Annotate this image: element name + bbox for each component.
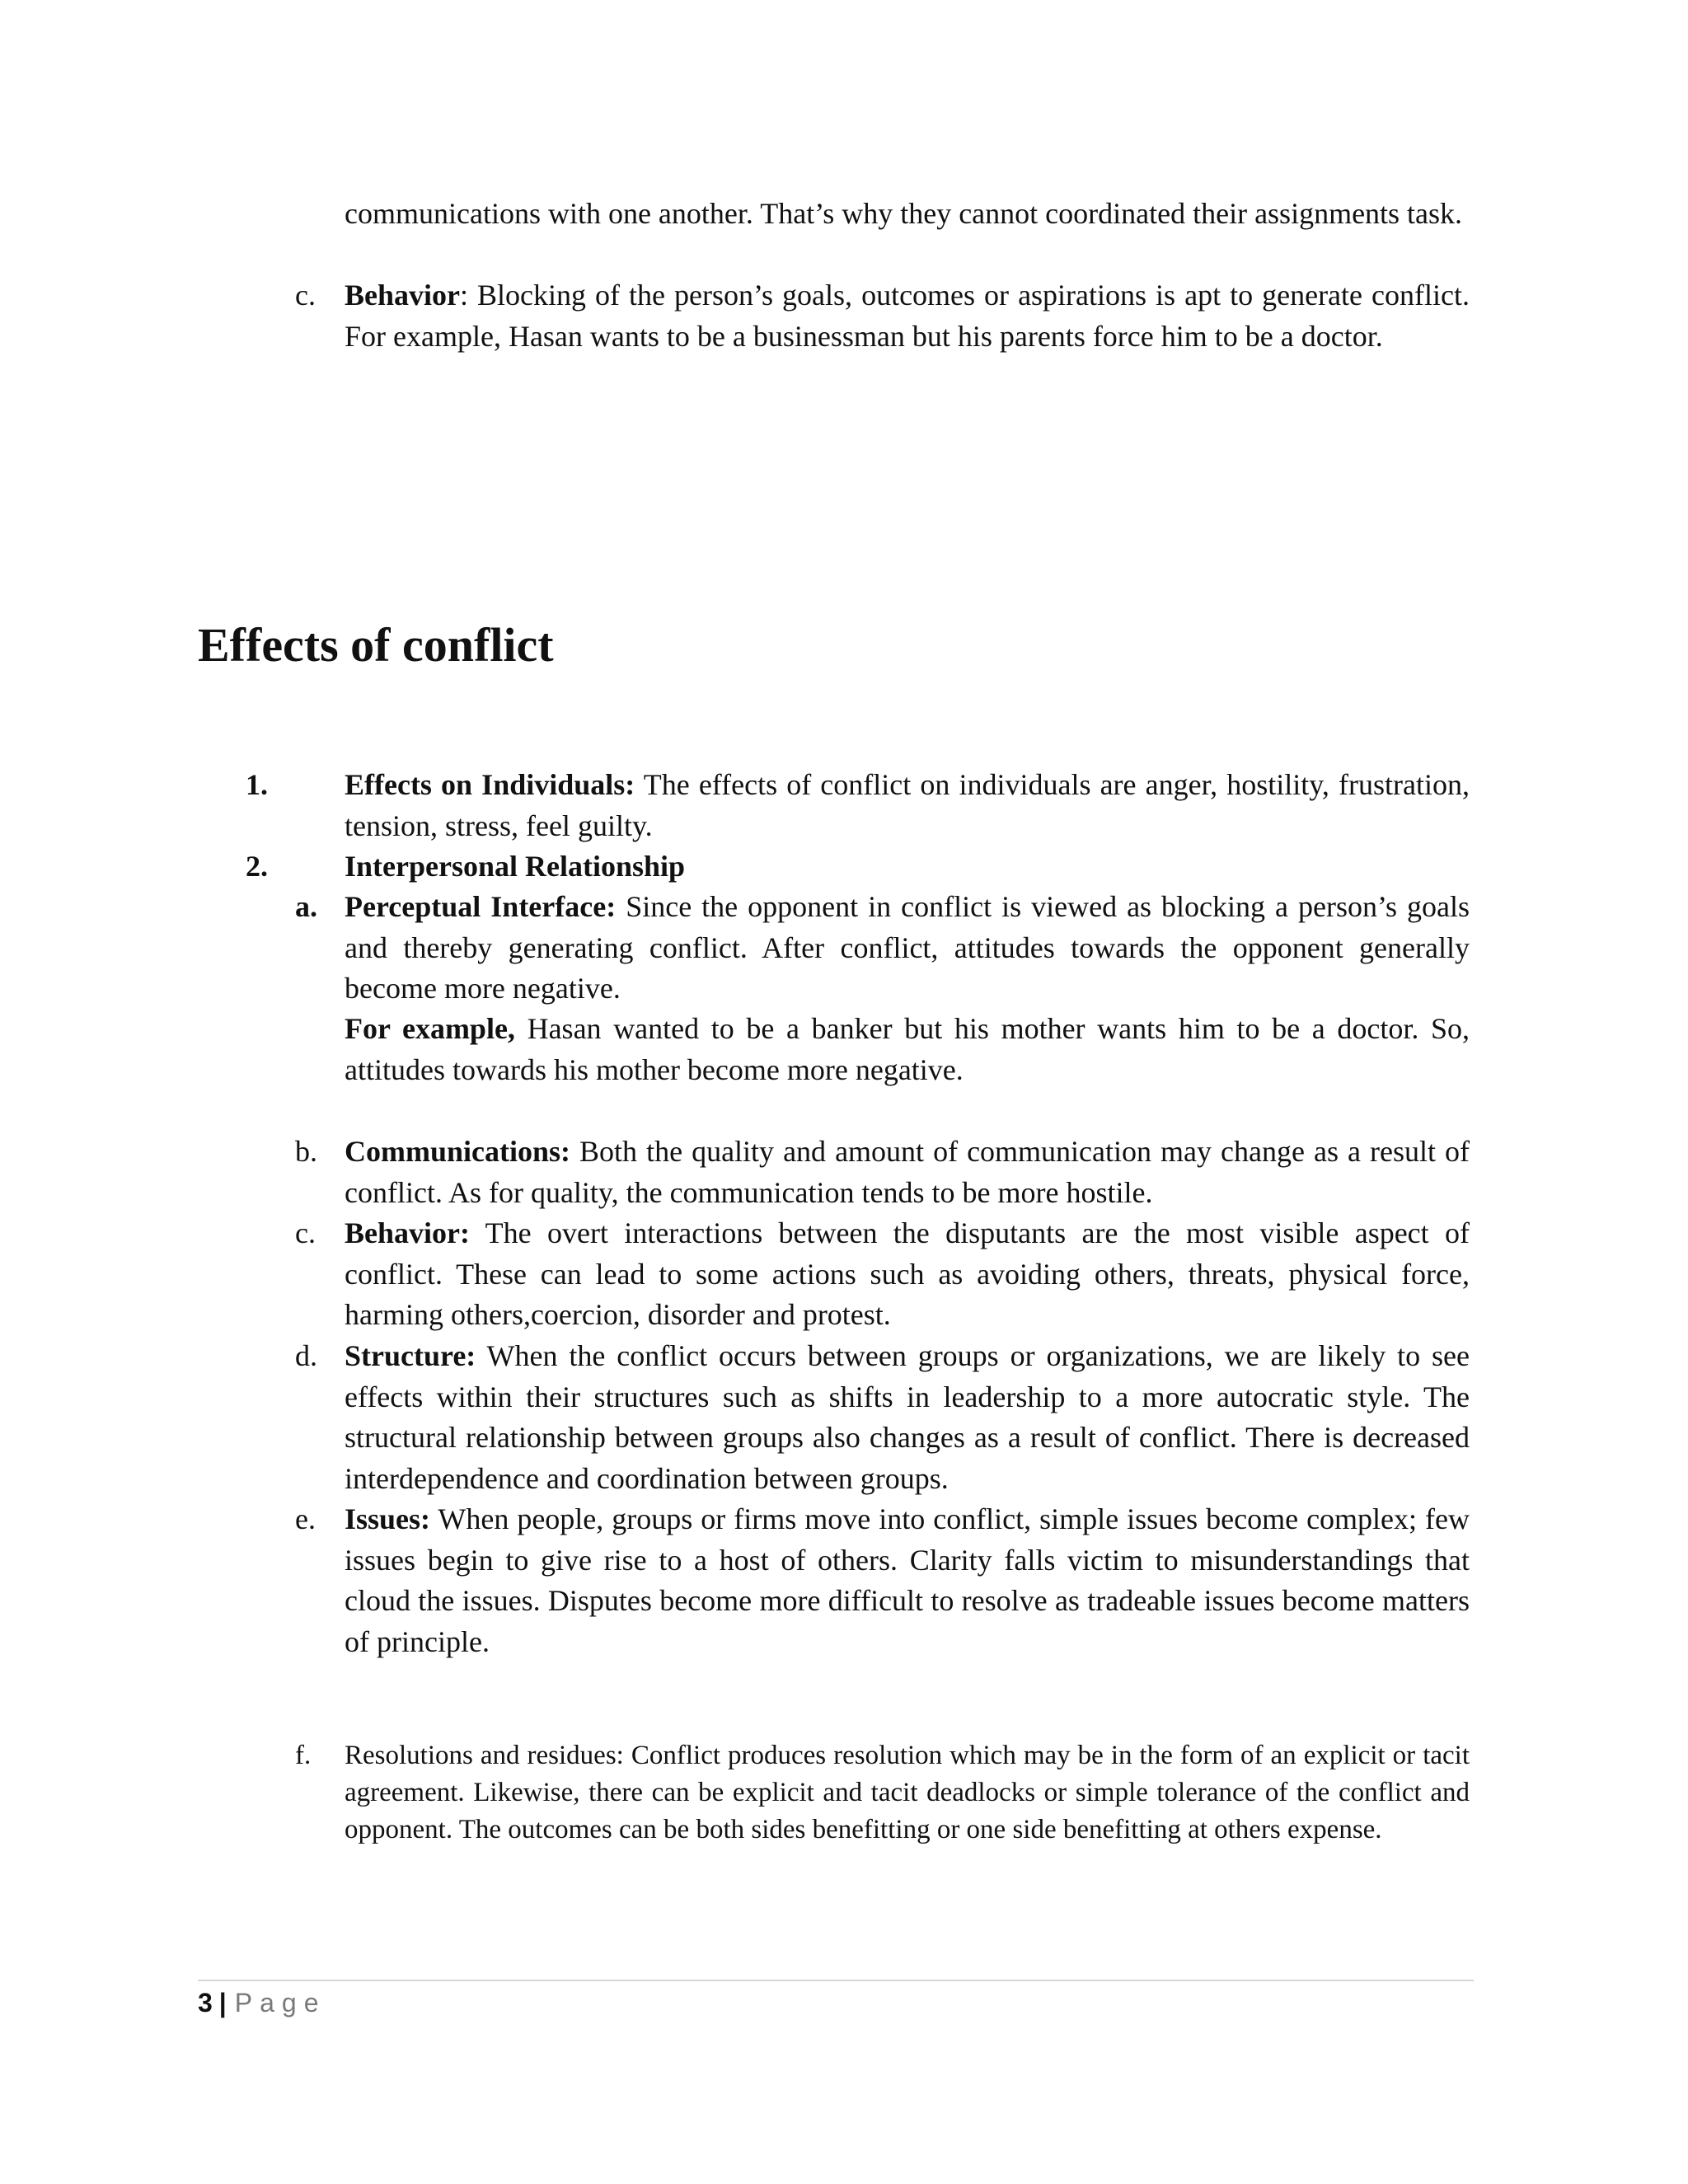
page-footer [198, 1986, 326, 2019]
section-heading: Effects of conflict [198, 618, 554, 672]
communications-paragraph: Communications: Both the quality and amount of communication may change as a result of conflict. As for quality, the communication tends to be more hostile. [345, 1135, 1470, 1209]
behavior-effect-paragraph: Behavior: The overt interactions between the disputants are the most visible aspect of conflict. These can lead to some actions such as avoiding others, threats, physical force, harming others,coercion, disorder and protest. [345, 1216, 1470, 1331]
resolutions-paragraph: Resolutions and residues: Conflict produces resolution which may be in the form of an explicit or tacit agreement. Likewise, there can be explicit and tacit deadlocks or simple tolerance of the conflict and opponent. The outcomes can be both sides benefitting or one side benefitting at others expense. [345, 1741, 1470, 1844]
list-marker-f: f. [295, 1741, 312, 1770]
example-label: For example, [345, 1012, 515, 1045]
list-marker-b: b. [295, 1135, 317, 1168]
list-marker-a: a. [295, 890, 317, 923]
list-marker-d: d. [295, 1339, 317, 1372]
page-word: Page [234, 1988, 326, 2018]
issues-label: Issues: [345, 1502, 431, 1535]
behavior-effect-label: Behavior: [345, 1216, 470, 1249]
issues-paragraph: Issues: When people, groups or firms move into conflict, simple issues become complex; few issues begin to give rise to a host of others. Clarity falls victim to misunderstandings that cloud the issues. Disputes become more difficult to resolve as tradeable issues become matters of principle. [345, 1502, 1470, 1658]
list-marker-c-top: c. [295, 279, 316, 312]
list-marker-e: e. [295, 1502, 316, 1535]
list-marker-1: 1. [246, 768, 268, 801]
effects-individuals-label: Effects on Individuals: [345, 768, 635, 801]
communications-label: Communications: [345, 1135, 571, 1168]
structure-label: Structure: [345, 1339, 476, 1372]
structure-paragraph: Structure: When the conflict occurs between groups or organizations, we are likely to see effects within their structures such as shifts in leadership to a more autocratic style. The structural relationship between groups also changes as a result of conflict. There is decreased interdependence and coordination between groups. [345, 1339, 1470, 1495]
perceptual-interface-paragraph: Perceptual Interface: Since the opponent in conflict is viewed as blocking a person’s goals and thereby generating conflict. After conflict, attitudes towards the opponent generally become more negative. [345, 890, 1470, 1005]
interpersonal-heading: Interpersonal Relationship [345, 850, 686, 883]
perceptual-interface-label: Perceptual Interface: [345, 890, 617, 923]
continuation-paragraph: communications with one another. That’s why they cannot coordinated their assignments task. [345, 197, 1463, 230]
page-number: 3 [198, 1988, 213, 2018]
behavior-cause-label: Behavior [345, 279, 460, 312]
behavior-cause-paragraph: Behavior: Blocking of the person’s goals, outcomes or aspirations is apt to generate conflict. For example, Hasan wants to be a businessman but his parents force him to be a doctor. [345, 279, 1470, 353]
list-marker-c: c. [295, 1216, 316, 1249]
effects-individuals-paragraph: Effects on Individuals: The effects of conflict on individuals are anger, hostility, frustration, tension, stress, feel guilty. [345, 768, 1470, 842]
footer-divider [198, 1980, 1474, 1981]
perceptual-example-paragraph: For example, Hasan wanted to be a banker but his mother wants him to be a doctor. So, attitudes towards his mother become more negative. [345, 1012, 1470, 1086]
list-marker-2: 2. [246, 850, 268, 883]
footer-separator: | [218, 1988, 227, 2018]
